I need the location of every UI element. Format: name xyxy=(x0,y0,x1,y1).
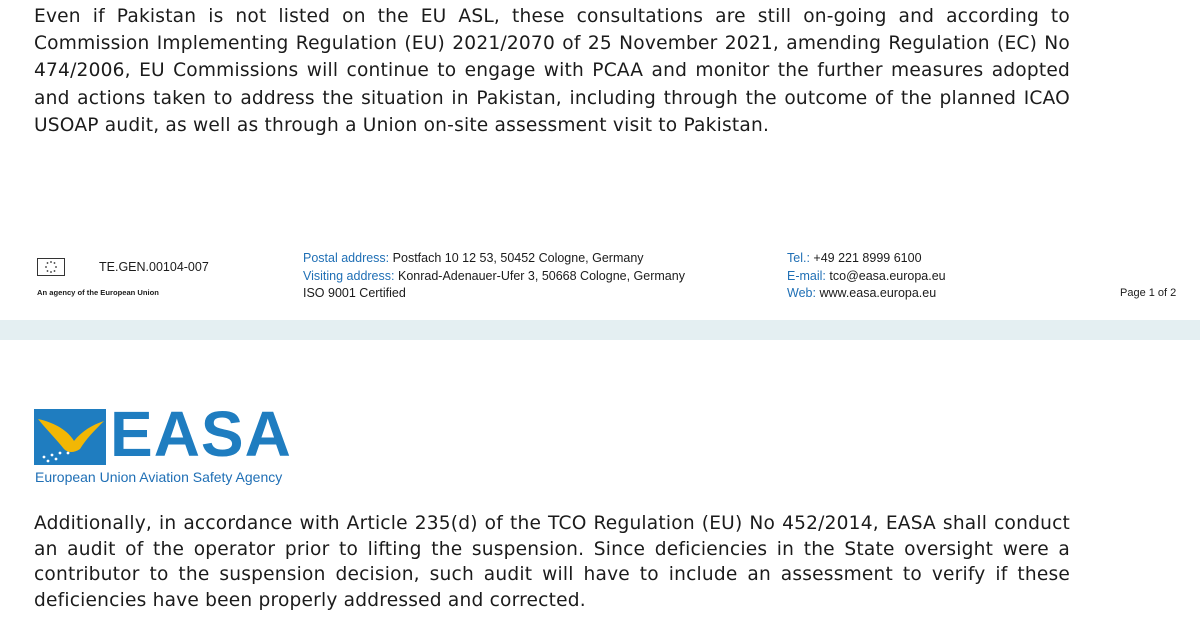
email-label: E-mail: xyxy=(787,268,826,283)
page2-body-paragraph: Additionally, in accordance with Article 235(d) of the TCO Regulation (EU) No 452/2014, EASA shall conduct an audit of the operator prior to lifting the suspension. Since deficiencies in the State oversight were a contributor to the suspension decision, such audit will have to include an assessment to verify if these deficiencies have been properly addressed and corrected. xyxy=(34,513,1070,611)
easa-bird-logo-icon xyxy=(34,409,106,465)
iso-certification: ISO 9001 Certified xyxy=(303,286,406,300)
footer-address-block xyxy=(303,250,685,303)
agency-note: An agency of the European Union xyxy=(37,288,159,297)
document-reference: TE.GEN.00104-007 xyxy=(99,260,209,274)
postal-address: Postfach 10 12 53, 50452 Cologne, Germany xyxy=(392,251,644,265)
page-number: Page 1 of 2 xyxy=(1120,287,1177,299)
tel-number: +49 221 8999 6100 xyxy=(813,251,922,265)
easa-logo-subtitle: European Union Aviation Safety Agency xyxy=(35,469,283,485)
page-separator xyxy=(0,320,1200,340)
easa-logo-text: EASA xyxy=(110,398,292,470)
tel-label: Tel.: xyxy=(787,251,810,265)
footer-contact-block xyxy=(787,250,946,303)
page1-body-paragraph: Even if Pakistan is not listed on the EU ASL, these consultations are still on-going and according to Commission Implementing Regulation (EU) 2021/2070 of 25 November 2021, amending Regulation (EC) No 474/2006, EU Commissions will continue to engage with PCAA and monitor the further measures adopted and actions taken to address the situation in Pakistan, including through the outcome of the planned ICAO USOAP audit, as well as through a Union on-site assessment visit to Pakistan. xyxy=(34,6,1070,136)
visiting-label: Visiting address: xyxy=(303,268,395,283)
eu-flag-icon xyxy=(37,258,65,276)
email-address[interactable]: tco@easa.europa.eu xyxy=(829,268,946,283)
visiting-address: Konrad-Adenauer-Ufer 3, 50668 Cologne, Germany xyxy=(397,268,685,283)
postal-label: Postal address: xyxy=(303,251,390,265)
web-address[interactable]: www.easa.europa.eu xyxy=(819,286,937,300)
web-label: Web: xyxy=(787,286,816,300)
